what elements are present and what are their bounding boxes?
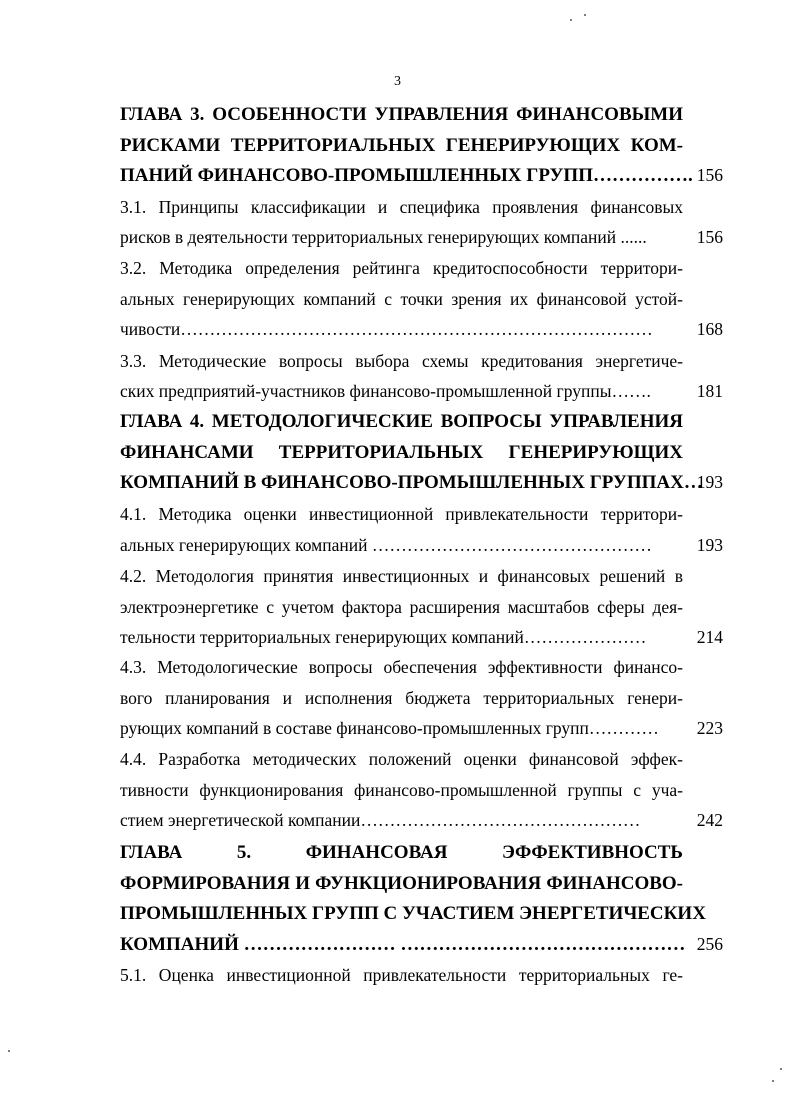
scan-speck <box>780 1068 782 1070</box>
toc-line: 4.1. Методика оценки инвестиционной привлекательности территори- <box>120 504 683 524</box>
toc-page-number: 256 <box>696 934 723 954</box>
toc-line: тивности функционирования финансово-промышленной группы с уча- <box>120 780 683 800</box>
toc-line: рующих компаний в составе финансово-промышленных групп………… <box>120 718 659 738</box>
toc-line: 4.4. Разработка методических положений оценки финансовой эффек- <box>120 749 683 769</box>
toc-line: 3.3. Методические вопросы выбора схемы кредитования энергетиче- <box>120 351 683 371</box>
toc-page-number: 193 <box>696 535 723 555</box>
toc-line: КОМПАНИЙ …………………… ……………………………………… <box>120 934 686 955</box>
toc-line: РИСКАМИ ТЕРРИТОРИАЛЬНЫХ ГЕНЕРИРУЮЩИХ КОМ- <box>120 135 683 156</box>
toc-page-number: 223 <box>696 718 723 738</box>
toc-line: ГЛАВА 5. ФИНАНСОВАЯ ЭФФЕКТИВНОСТЬ <box>120 842 683 863</box>
toc-line: электроэнергетике с учетом фактора расширения масштабов сферы дея- <box>120 597 683 617</box>
toc-line: ФОРМИРОВАНИЯ И ФУНКЦИОНИРОВАНИЯ ФИНАНСОВО- <box>120 873 683 894</box>
toc-page-number: 168 <box>696 319 723 339</box>
toc-page-number: 214 <box>696 627 723 647</box>
toc-line: 3.2. Методика определения рейтинга кредитоспособности территори- <box>120 258 683 278</box>
toc-line: альных генерирующих компаний ………………………………………… <box>120 535 652 555</box>
page-number: 3 <box>394 74 401 89</box>
toc-line: 3.1. Принципы классификации и специфика проявления финансовых <box>120 197 683 217</box>
toc-line: ПРОМЫШЛЕННЫХ ГРУПП С УЧАСТИЕМ ЭНЕРГЕТИЧЕСКИХ <box>120 903 706 924</box>
toc-line: 4.2. Методология принятия инвестиционных и финансовых решений в <box>120 566 683 586</box>
scan-speck <box>584 14 586 16</box>
toc-line: ских предприятий-участников финансово-промышленной группы……. <box>120 381 651 401</box>
toc-line: вого планирования и исполнения бюджета территориальных генери- <box>120 688 683 708</box>
toc-page-number: 156 <box>696 227 723 247</box>
toc-line: тельности территориальных генерирующих компаний………………… <box>120 627 647 647</box>
toc-line: альных генерирующих компаний с точки зрения их финансовой устой- <box>120 289 683 309</box>
scan-speck <box>570 19 572 21</box>
toc-line: ПАНИЙ ФИНАНСОВО-ПРОМЫШЛЕННЫХ ГРУПП……………. <box>120 165 693 186</box>
toc-line: 4.3. Методологические вопросы обеспечения эффективности финансо- <box>120 657 683 677</box>
toc-line: чивости……………………………………………………………………… <box>120 319 653 339</box>
toc-line: ГЛАВА 4. МЕТОДОЛОГИЧЕСКИЕ ВОПРОСЫ УПРАВЛЕНИЯ <box>120 411 683 432</box>
toc-page-number: 193 <box>696 472 723 492</box>
toc-line: стием энергетической компании………………………………………… <box>120 810 641 830</box>
toc-line: КОМПАНИЙ В ФИНАНСОВО-ПРОМЫШЛЕННЫХ ГРУППАХ… <box>120 472 703 493</box>
scan-speck <box>772 1080 774 1082</box>
toc-line: ФИНАНСАМИ ТЕРРИТОРИАЛЬНЫХ ГЕНЕРИРУЮЩИХ <box>120 442 683 463</box>
toc-page-number: 181 <box>696 381 723 401</box>
toc-page-number: 156 <box>696 165 723 185</box>
toc-line: 5.1. Оценка инвестиционной привлекательности территориальных ге- <box>120 965 683 985</box>
scan-speck <box>8 1050 10 1052</box>
toc-line: ГЛАВА 3. ОСОБЕННОСТИ УПРАВЛЕНИЯ ФИНАНСОВЫМИ <box>120 104 683 125</box>
toc-line: рисков в деятельности территориальных генерирующих компаний ...... <box>120 227 647 247</box>
toc-page-number: 242 <box>696 810 723 830</box>
